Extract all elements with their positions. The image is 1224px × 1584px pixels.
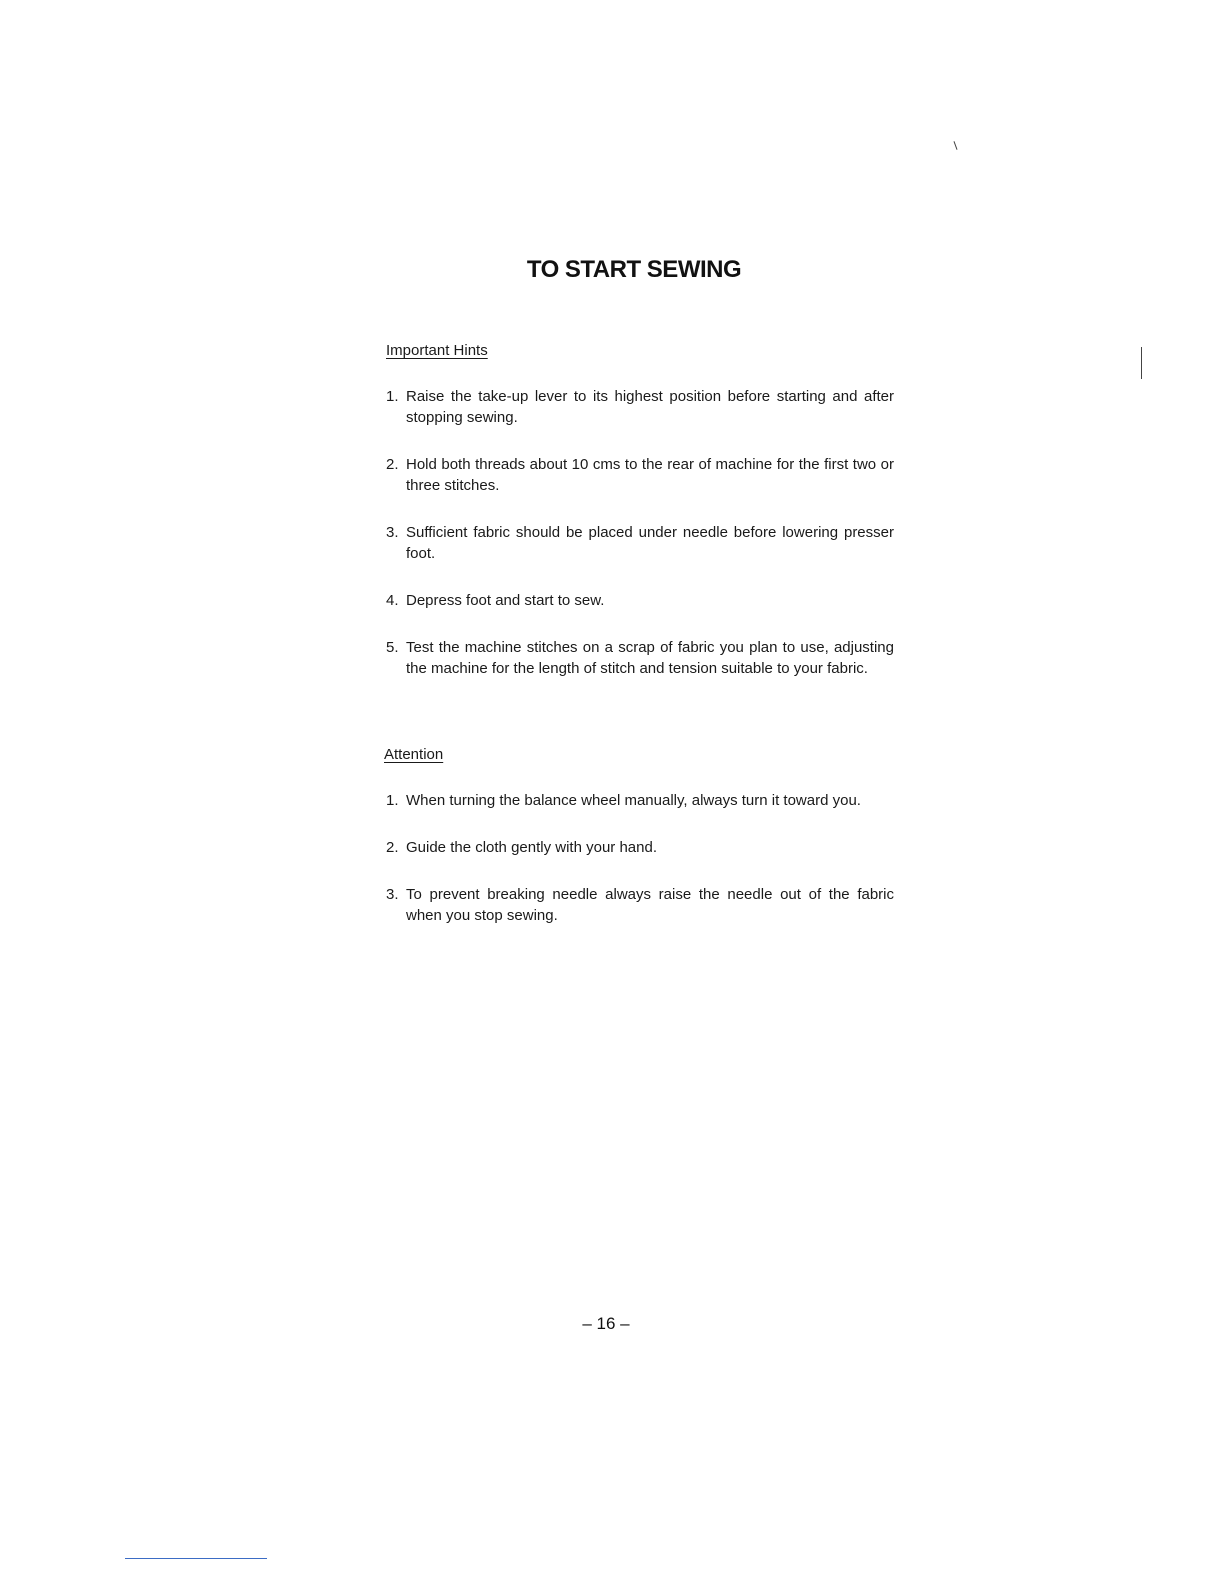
hint-number: 1.	[386, 388, 399, 405]
hint-item-5	[386, 637, 894, 679]
hint-text: Test the machine stitches on a scrap of fabric you plan to use, adjusting the machine for the length of stitch and tension suitable to your fabric.	[406, 639, 894, 677]
important-hints-list	[386, 386, 894, 679]
attention-number: 3.	[386, 886, 399, 903]
hint-number: 3.	[386, 524, 399, 541]
attention-item-3	[386, 884, 894, 926]
important-hints-heading: Important Hints	[386, 342, 488, 359]
attention-item-1	[386, 790, 894, 811]
scan-mark-top	[953, 141, 957, 150]
attention-list	[386, 790, 894, 926]
attention-heading: Attention	[384, 746, 444, 763]
attention-number: 2.	[386, 839, 399, 856]
hint-text: Sufficient fabric should be placed under needle before lowering presser foot.	[406, 524, 894, 562]
attention-text: When turning the balance wheel manually, always turn it toward you.	[406, 792, 861, 809]
hint-number: 5.	[386, 639, 399, 656]
page-title: TO START SEWING	[526, 256, 742, 283]
hint-number: 4.	[386, 592, 399, 609]
scan-mark-right	[1141, 347, 1142, 379]
page-number: – 16 –	[582, 1314, 630, 1333]
hint-item-4	[386, 590, 894, 611]
hint-text: Hold both threads about 10 cms to the rear of machine for the first two or three stitches.	[406, 456, 894, 494]
hint-number: 2.	[386, 456, 399, 473]
attention-number: 1.	[386, 792, 399, 809]
attention-text: Guide the cloth gently with your hand.	[406, 839, 657, 856]
hint-item-3	[386, 522, 894, 564]
hint-item-2	[386, 454, 894, 496]
attention-item-2	[386, 837, 894, 858]
hint-item-1	[386, 386, 894, 428]
hint-text: Depress foot and start to sew.	[406, 592, 605, 609]
hint-text: Raise the take-up lever to its highest position before starting and after stopping sewing.	[406, 388, 894, 426]
footer-rule	[125, 1558, 267, 1559]
attention-text: To prevent breaking needle always raise the needle out of the fabric when you stop sewing.	[406, 886, 894, 924]
